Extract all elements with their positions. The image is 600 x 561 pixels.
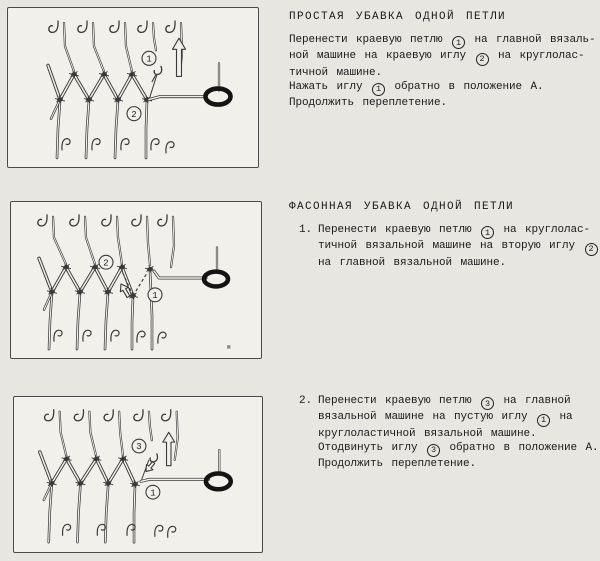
text-line [318, 410, 599, 426]
text-line [318, 239, 599, 255]
circled-number-2: 2 [476, 53, 489, 66]
top-needle-hook-icon [38, 215, 47, 226]
text-run: Продолжить переплетение. [318, 457, 477, 470]
top-needle-hook-icon [104, 410, 113, 421]
circled-number-1: 1 [372, 83, 385, 96]
section-heading: ФАСОННАЯ УБАВКА ОДНОЙ ПЕТЛИ [289, 201, 515, 213]
top-needle-hook-icon [70, 215, 79, 226]
diagram-panel-simple-decrease [7, 7, 259, 168]
circled-label-1 [146, 485, 160, 499]
text-run: на круглолас- [489, 50, 585, 63]
text-run: на главной [495, 395, 571, 407]
bottom-needle-hook-icon [158, 332, 166, 343]
text-run: Продолжить переплетение. [289, 97, 448, 110]
needle-shaft-inner [53, 217, 66, 264]
bottom-needle-hook-icon [137, 331, 145, 342]
tool-handle-loop [204, 272, 228, 287]
bottom-needle-hook-icon [62, 139, 70, 150]
circled-number-3: 3 [427, 444, 440, 457]
text-run: Перенести краевую петлю [289, 34, 452, 47]
circled-label-1 [142, 51, 156, 65]
text-run: ной машине на краевую иглу [289, 50, 475, 63]
yarn-zigzag-inner [40, 452, 135, 484]
text-line [289, 33, 599, 49]
top-needle-hook-icon [102, 215, 111, 226]
up-arrow-icon [173, 38, 186, 76]
svg-text:1: 1 [152, 291, 158, 301]
text-line [318, 256, 599, 270]
text-run: вязальной машине на пустую иглу [318, 411, 537, 424]
svg-text:1: 1 [146, 53, 152, 65]
transfer-dashed-line [133, 273, 147, 296]
text-line [289, 96, 599, 110]
shaped-decrease-step2-diagram [14, 397, 262, 552]
text-section-simple-decrease [289, 10, 599, 110]
text-run: круглоластичной вязальной машине. [318, 427, 537, 440]
circled-label-2 [99, 255, 113, 269]
text-run: Перенести краевую петлю [318, 395, 481, 407]
text-line [318, 457, 599, 471]
text-line [318, 394, 599, 410]
circled-number-1: 1 [481, 226, 494, 239]
top-needle-hook-icon [162, 410, 171, 421]
bottom-needle-hook-icon [92, 139, 100, 150]
section-heading: ПРОСТАЯ УБАВКА ОДНОЙ ПЕТЛИ [289, 11, 507, 23]
diagram-panel-shaped-step2 [13, 396, 263, 553]
bottom-needle-hook-icon [63, 524, 71, 535]
circled-label-1 [148, 288, 162, 302]
raised-needle-icon [152, 66, 162, 81]
text-line [289, 66, 599, 80]
text-line [318, 427, 599, 441]
text-run: обратно в положение А. [441, 441, 599, 454]
svg-text:2: 2 [103, 258, 109, 269]
top-needle-hook-icon [132, 215, 141, 226]
svg-text:2: 2 [131, 108, 137, 120]
top-needle-hook-icon [138, 21, 147, 32]
text-line [289, 80, 599, 96]
top-needle-hook-icon [158, 215, 167, 226]
text-line [318, 441, 599, 457]
circled-label-3 [132, 439, 146, 453]
up-arrow-icon [163, 432, 175, 465]
connector-line [150, 74, 157, 96]
bottom-needle-hook-icon [151, 139, 159, 150]
needle-shaft [85, 217, 95, 264]
bottom-needle-hook-icon [83, 330, 91, 341]
print-mark [227, 345, 231, 348]
svg-text:1: 1 [150, 488, 156, 499]
top-needle-hook-icon [49, 21, 58, 32]
circled-number-1: 1 [537, 414, 550, 427]
list-item-number: 1. [299, 224, 313, 237]
top-needle-hook-icon [45, 410, 54, 421]
tool-handle-loop [206, 474, 231, 490]
top-needle-hook-icon [110, 21, 119, 32]
section-body [289, 33, 599, 110]
needle-shaft-inner [93, 23, 104, 71]
bottom-needle-hook-icon [111, 330, 119, 341]
text-run: Нажать иглу [289, 80, 372, 93]
text-run: тичной вязальной машине на вторую иглу [318, 240, 584, 253]
bottom-needle-hook-icon [168, 526, 176, 537]
section-body [289, 394, 599, 471]
text-section-shaped-step1 [289, 200, 599, 270]
top-needle-hook-icon [78, 21, 87, 32]
shaped-decrease-step1-diagram [11, 202, 261, 358]
bottom-needle-hook-icon [121, 139, 129, 150]
transfer-tool [154, 247, 228, 286]
text-section-shaped-step2 [289, 394, 599, 471]
text-run: на главной вязаль- [466, 34, 596, 47]
text-run: на главной вязальной машине. [318, 256, 507, 269]
circled-number-3: 3 [481, 397, 494, 410]
transfer-tool [141, 450, 231, 489]
circled-number-2: 2 [585, 243, 598, 256]
text-run: обратно в положение А. [386, 80, 544, 93]
svg-text:3: 3 [136, 442, 142, 453]
text-run: на [551, 411, 573, 424]
list-item-number: 2. [299, 395, 313, 407]
diagram-panel-shaped-step1 [10, 201, 262, 359]
circled-number-1: 1 [452, 36, 465, 49]
text-run: на круглолас- [495, 224, 591, 237]
bottom-needle-hook-icon [54, 330, 62, 341]
text-run: Перенести краевую петлю [318, 224, 481, 237]
bottom-needle-hook-icon [166, 142, 174, 153]
bottom-needle-hook-icon [97, 524, 105, 535]
bottom-needle-hook-icon [155, 525, 163, 536]
simple-decrease-diagram [8, 8, 258, 167]
text-line [289, 49, 599, 65]
top-needle-hook-icon [134, 410, 143, 421]
text-run: тичной машине. [289, 66, 383, 79]
tool-shaft [154, 271, 206, 278]
text-line [318, 223, 599, 239]
text-run: Отодвинуть иглу [318, 441, 427, 454]
section-body [289, 223, 599, 270]
top-needle-hook-icon [74, 410, 83, 421]
circled-label-2 [127, 107, 141, 121]
top-needle-hook-icon [166, 21, 175, 32]
